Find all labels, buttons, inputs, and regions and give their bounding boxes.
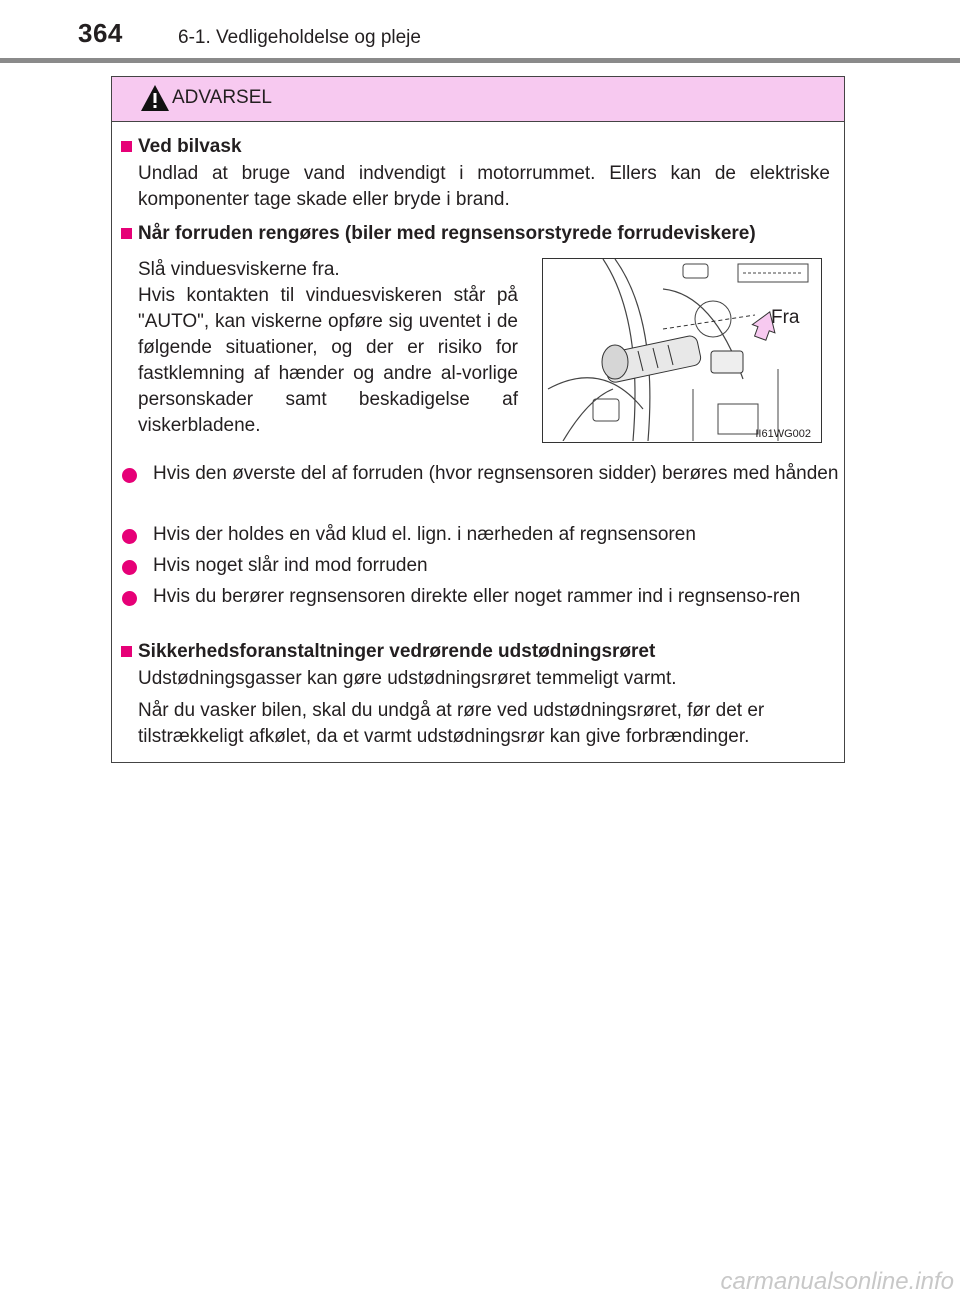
circle-bullet	[122, 529, 137, 544]
section-heading-windshield: Når forruden rengøres (biler med regnsensorstyrede forrudeviskere)	[138, 223, 756, 244]
section-heading-car-wash: Ved bilvask	[138, 136, 242, 157]
section-heading-exhaust: Sikkerhedsforanstaltninger vedrørende udstødningsrøret	[138, 641, 656, 662]
warning-header	[112, 77, 844, 122]
exhaust-para-2: Når du vasker bilen, skal du undgå at røre ved udstødningsrøret, før det er tilstrækkeligt afkølet, da et varmt udstødningsrør kan give forbrændinger.	[138, 700, 765, 747]
square-bullet	[121, 141, 132, 152]
bullet-item: Hvis noget slår ind mod forruden	[153, 555, 428, 576]
circle-bullet	[122, 591, 137, 606]
bullet-item: Hvis den øverste del af forruden (hvor regnsensoren sidder) berøres med hånden	[153, 463, 839, 484]
section-title: 6-1. Vedligeholdelse og pleje	[178, 27, 421, 48]
wiper-switch-figure	[542, 258, 822, 443]
figure-code: II61WG002	[755, 428, 811, 440]
wiper-switch-illustration	[543, 259, 820, 441]
bullet-item: Hvis der holdes en våd klud el. lign. i nærheden af regnsensoren	[153, 524, 696, 545]
warning-box	[111, 76, 845, 763]
warning-label: ADVARSEL	[172, 87, 272, 108]
bullet-item: Hvis du berører regnsensoren direkte eller noget rammer ind i regnsenso-ren	[153, 586, 801, 607]
figure-label-fra: Fra	[771, 307, 800, 328]
circle-bullet	[122, 560, 137, 575]
watermark: carmanualsonline.info	[720, 1268, 954, 1295]
square-bullet	[121, 646, 132, 657]
header-rule	[0, 58, 960, 63]
warning-triangle-icon	[140, 84, 170, 112]
windshield-intro: Slå vinduesviskerne fra.	[138, 259, 340, 280]
exhaust-para-1: Udstødningsgasser kan gøre udstødningsrøret temmeligt varmt.	[138, 668, 677, 689]
page-number: 364	[78, 18, 123, 48]
windshield-text: Hvis kontakten til vinduesviskeren står på "AUTO", kan viskerne opføre sig uventet i de følgende situationer, og der er risiko for fastklemning af hænder og andre al-vorlige personskader samt beskadigelse af viskerbladene.	[138, 285, 518, 436]
page-header	[0, 0, 960, 64]
circle-bullet	[122, 468, 137, 483]
square-bullet	[121, 228, 132, 239]
section-text-car-wash: Undlad at bruge vand indvendigt i motorrummet. Ellers kan de elektriske komponenter tage skade eller bryde i brand.	[138, 163, 830, 210]
